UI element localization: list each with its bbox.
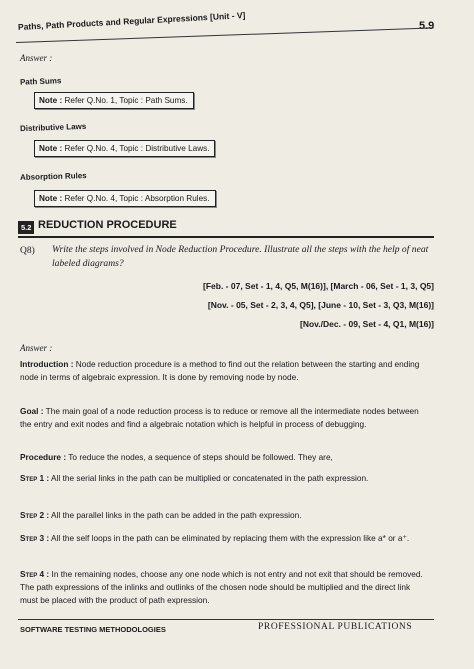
paragraph-text: To reduce the nodes, a sequence of steps should be followed. They are,	[66, 452, 333, 462]
paragraph-text: All the parallel links in the path can be added in the path expression.	[49, 510, 302, 520]
paragraph-step-2	[20, 509, 424, 522]
paragraph-introduction	[20, 358, 424, 384]
paragraph-step-4	[20, 568, 424, 607]
paragraph-step-3	[20, 532, 424, 545]
running-header: Paths, Path Products and Regular Expressions [Unit - V]	[17, 10, 246, 32]
note-box-distributive-laws	[34, 140, 215, 157]
note-text: Refer Q.No. 4, Topic : Absorption Rules.	[62, 194, 210, 203]
paragraph-key: Step 3 :	[20, 533, 50, 543]
paragraph-text: Node reduction procedure is a method to find out the relation between the starting and ending node in terms of algebraic expression. It is done by removing node by node.	[20, 359, 420, 382]
header-rule	[16, 27, 434, 43]
paragraph-key: Goal :	[20, 406, 44, 416]
answer-label: Answer :	[20, 53, 53, 63]
note-text: Refer Q.No. 4, Topic : Distributive Laws.	[62, 144, 210, 153]
paragraph-key: Step 4 :	[20, 569, 50, 579]
note-key: Note :	[39, 144, 63, 153]
footer-rule	[18, 619, 434, 620]
paragraph-text: All the serial links in the path can be multiplied or concatenated in the path expression.	[49, 473, 369, 483]
section-title: REDUCTION PROCEDURE	[38, 219, 177, 231]
note-text: Refer Q.No. 1, Topic : Path Sums.	[62, 96, 188, 105]
subheading-path-sums: Path Sums	[19, 76, 62, 87]
page-number: 5.9	[419, 20, 435, 32]
footer-book-title: SOFTWARE TESTING METHODOLOGIES	[20, 625, 166, 634]
paragraph-key: Procedure :	[20, 452, 67, 462]
paragraph-key: Step 1 :	[20, 473, 50, 483]
note-box-path-sums	[34, 92, 194, 109]
subheading-distributive-laws: Distributive Laws	[19, 121, 87, 134]
question-ref-line-3: [Nov./Dec. - 09, Set - 4, Q1, M(16)]	[300, 319, 434, 329]
paragraph-goal	[20, 405, 424, 431]
footer-publisher: PROFESSIONAL PUBLICATIONS	[258, 622, 413, 632]
paragraph-key: Step 2 :	[20, 510, 50, 520]
question-ref-line-1: [Feb. - 07, Set - 1, 4, Q5, M(16)], [March - 06, Set - 1, 3, Q5]	[203, 281, 434, 291]
note-box-absorption-rules	[34, 190, 216, 207]
paragraph-text: All the self loops in the path can be eliminated by replacing them with the expression like a* or a⁺.	[49, 533, 410, 543]
paragraph-text: The main goal of a node reduction process is to reduce or remove all the intermediate nodes between the entry and exit nodes and find a algebraic notation which is helpful in process of debugging.	[20, 406, 419, 429]
paragraph-step-1	[20, 472, 424, 485]
section-rule	[18, 236, 434, 238]
note-key: Note :	[39, 96, 63, 105]
question-ref-line-2: [Nov. - 05, Set - 2, 3, 4, Q5], [June - 10, Set - 3, Q3, M(16)]	[207, 300, 434, 310]
paragraph-key: Introduction :	[20, 359, 74, 369]
question-text: Write the steps involved in Node Reduction Procedure. Illustrate all the steps with the help of neat labeled diagrams?	[52, 244, 429, 269]
note-key: Note :	[39, 194, 63, 203]
answer-label: Answer :	[20, 343, 53, 353]
section-number-badge: 5.2	[18, 221, 34, 234]
question-number: Q8)	[20, 246, 35, 256]
subheading-absorption-rules: Absorption Rules	[19, 171, 87, 182]
paragraph-text: In the remaining nodes, choose any one node which is not entry and not exit that should be removed. The path expressions of the inlinks and outlinks of the chosen node should be multiplied and the direct link must be placed with the product of path expression.	[20, 569, 423, 605]
paragraph-procedure	[20, 451, 424, 464]
